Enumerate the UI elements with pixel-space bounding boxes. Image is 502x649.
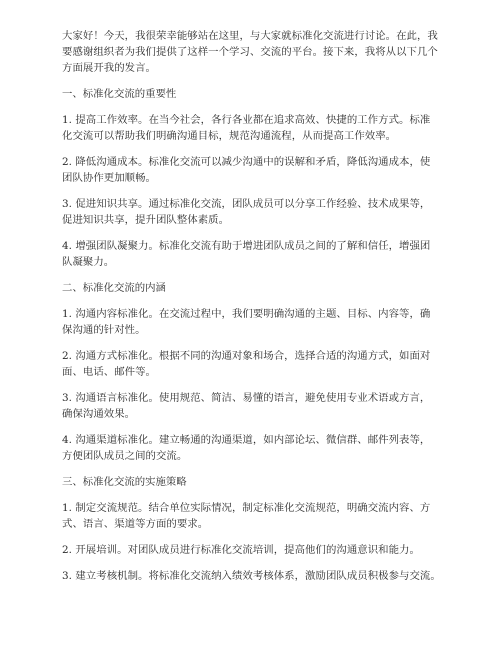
paragraph-line: 3. 沟通语言标准化。使用规范、简洁、易懂的语言，避免使用专业术语或方言， bbox=[62, 392, 431, 404]
paragraph-line: 2. 沟通方式标准化。根据不同的沟通对象和场合，选择合适的沟通方式，如面对 bbox=[62, 350, 431, 362]
paragraph-line: 式、语言、渠道等方面的要求。 bbox=[62, 518, 209, 530]
paragraph-line: 确保沟通效果。 bbox=[62, 408, 136, 420]
paragraph-line: 2. 开展培训。对团队成员进行标准化交流培训，提高他们的沟通意识和能力。 bbox=[62, 544, 420, 556]
paragraph-line: 面、电话、邮件等。 bbox=[62, 366, 156, 378]
paragraph-line: 团队协作更加顺畅。 bbox=[62, 172, 156, 184]
paragraph-line: 4. 沟通渠道标准化。建立畅通的沟通渠道，如内部论坛、微信群、邮件列表等， bbox=[62, 434, 431, 446]
list-item bbox=[62, 154, 447, 186]
list-item bbox=[62, 112, 447, 144]
paragraph-line: 1. 提高工作效率。在当今社会，各行各业都在追求高效、快捷的工作方式。标准 bbox=[62, 114, 431, 126]
paragraph-line: 保沟通的针对性。 bbox=[62, 324, 146, 336]
list-item bbox=[62, 568, 447, 584]
list-item bbox=[62, 500, 447, 532]
paragraph-line: 3. 促进知识共享。通过标准化交流，团队成员可以分享工作经验、技术成果等， bbox=[62, 198, 431, 210]
paragraph-line: 1. 沟通内容标准化。在交流过程中，我们要明确沟通的主题、目标、内容等，确 bbox=[62, 308, 431, 320]
paragraph-line: 化交流可以帮助我们明确沟通目标，规范沟通流程，从而提高工作效率。 bbox=[62, 130, 397, 142]
paragraph-line: 4. 增强团队凝聚力。标准化交流有助于增进团队成员之间的了解和信任，增强团 bbox=[62, 240, 431, 252]
paragraph-line: 方便团队成员之间的交流。 bbox=[62, 450, 188, 462]
list-item bbox=[62, 238, 447, 270]
list-item bbox=[62, 432, 447, 464]
section-heading: 三、标准化交流的实施策略 bbox=[62, 476, 187, 488]
intro-line: 要感谢组织者为我们提供了这样一个学习、交流的平台。接下来，我将从以下几个 bbox=[62, 46, 438, 58]
list-item bbox=[62, 306, 447, 338]
intro-paragraph bbox=[62, 28, 447, 76]
paragraph-line: 队凝聚力。 bbox=[62, 256, 115, 268]
paragraph-line: 1. 制定交流规范。结合单位实际情况，制定标准化交流规范，明确交流内容、方 bbox=[62, 502, 431, 514]
list-item bbox=[62, 196, 447, 228]
section-heading: 二、标准化交流的内涵 bbox=[62, 282, 166, 294]
document-page bbox=[62, 28, 447, 594]
intro-line: 大家好！今天，我很荣幸能够站在这里，与大家就标准化交流进行讨论。在此，我 bbox=[62, 30, 438, 42]
list-item bbox=[62, 542, 447, 558]
list-item bbox=[62, 390, 447, 422]
section-heading: 一、标准化交流的重要性 bbox=[62, 88, 177, 100]
intro-line: 方面展开我的发言。 bbox=[62, 62, 156, 74]
paragraph-line: 2. 降低沟通成本。标准化交流可以减少沟通中的误解和矛盾，降低沟通成本，使 bbox=[62, 156, 431, 168]
paragraph-line: 3. 建立考核机制。将标准化交流纳入绩效考核体系，激励团队成员积极参与交流。 bbox=[62, 570, 441, 582]
paragraph-line: 促进知识共享，提升团队整体素质。 bbox=[62, 214, 230, 226]
list-item bbox=[62, 348, 447, 380]
